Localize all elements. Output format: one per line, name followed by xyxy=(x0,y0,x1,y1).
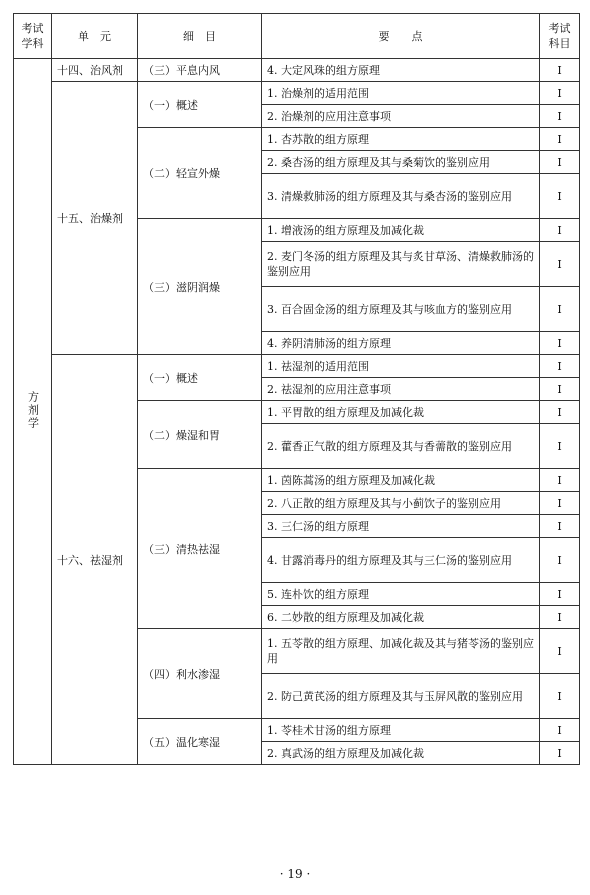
detail-cell: （三）清热祛湿 xyxy=(138,469,262,629)
level-cell: I xyxy=(540,492,580,515)
point-cell: 1. 五苓散的组方原理、加减化裁及其与猪苓汤的鉴别应用 xyxy=(262,629,540,674)
level-cell: I xyxy=(540,82,580,105)
unit-cell: 十六、祛湿剂 xyxy=(52,355,138,765)
level-cell: I xyxy=(540,151,580,174)
header-points: 要 点 xyxy=(262,14,540,59)
table-row xyxy=(14,82,580,105)
level-cell: I xyxy=(540,629,580,674)
point-cell: 1. 治燥剂的适用范围 xyxy=(262,82,540,105)
point-cell: 3. 百合固金汤的组方原理及其与咳血方的鉴别应用 xyxy=(262,287,540,332)
point-cell: 1. 茵陈蒿汤的组方原理及加减化裁 xyxy=(262,469,540,492)
level-cell: I xyxy=(540,242,580,287)
point-cell: 4. 甘露消毒丹的组方原理及其与三仁汤的鉴别应用 xyxy=(262,538,540,583)
level-cell: I xyxy=(540,424,580,469)
point-cell: 3. 三仁汤的组方原理 xyxy=(262,515,540,538)
unit-cell: 十五、治燥剂 xyxy=(52,82,138,355)
point-cell: 1. 苓桂术甘汤的组方原理 xyxy=(262,719,540,742)
point-cell: 2. 麦门冬汤的组方原理及其与炙甘草汤、清燥救肺汤的鉴别应用 xyxy=(262,242,540,287)
detail-cell: （五）温化寒湿 xyxy=(138,719,262,765)
detail-cell: （三）滋阴润燥 xyxy=(138,219,262,355)
level-cell: I xyxy=(540,355,580,378)
level-cell: I xyxy=(540,583,580,606)
level-cell: I xyxy=(540,219,580,242)
table-row xyxy=(14,59,580,82)
subject-label: 方剂学 xyxy=(26,390,40,430)
point-cell: 2. 桑杏汤的组方原理及其与桑菊饮的鉴别应用 xyxy=(262,151,540,174)
subject-cell xyxy=(14,59,52,765)
level-cell: I xyxy=(540,742,580,765)
header-subject: 考试学科 xyxy=(14,14,52,59)
level-cell: I xyxy=(540,332,580,355)
syllabus-table xyxy=(13,13,580,765)
header-row xyxy=(14,14,580,59)
detail-cell: （二）燥湿和胃 xyxy=(138,401,262,469)
level-cell: I xyxy=(540,469,580,492)
point-cell: 1. 增液汤的组方原理及加减化裁 xyxy=(262,219,540,242)
point-cell: 2. 八正散的组方原理及其与小蓟饮子的鉴别应用 xyxy=(262,492,540,515)
point-cell: 2. 治燥剂的应用注意事项 xyxy=(262,105,540,128)
level-cell: I xyxy=(540,105,580,128)
point-cell: 2. 藿香正气散的组方原理及其与香薷散的鉴别应用 xyxy=(262,424,540,469)
level-cell: I xyxy=(540,538,580,583)
level-cell: I xyxy=(540,401,580,424)
point-cell: 4. 大定风珠的组方原理 xyxy=(262,59,540,82)
header-unit: 单 元 xyxy=(52,14,138,59)
point-cell: 2. 祛湿剂的应用注意事项 xyxy=(262,378,540,401)
level-cell: I xyxy=(540,515,580,538)
level-cell: I xyxy=(540,719,580,742)
detail-cell: （四）利水渗湿 xyxy=(138,629,262,719)
level-cell: I xyxy=(540,674,580,719)
level-cell: I xyxy=(540,174,580,219)
point-cell: 2. 真武汤的组方原理及加减化裁 xyxy=(262,742,540,765)
detail-cell: （一）概述 xyxy=(138,355,262,401)
table-row xyxy=(14,355,580,378)
level-cell: I xyxy=(540,287,580,332)
level-cell: I xyxy=(540,128,580,151)
point-cell: 5. 连朴饮的组方原理 xyxy=(262,583,540,606)
header-detail: 细 目 xyxy=(138,14,262,59)
unit-cell: 十四、治风剂 xyxy=(52,59,138,82)
point-cell: 2. 防己黄芪汤的组方原理及其与玉屏风散的鉴别应用 xyxy=(262,674,540,719)
point-cell: 1. 杏苏散的组方原理 xyxy=(262,128,540,151)
detail-cell: （一）概述 xyxy=(138,82,262,128)
point-cell: 4. 养阴清肺汤的组方原理 xyxy=(262,332,540,355)
point-cell: 1. 祛湿剂的适用范围 xyxy=(262,355,540,378)
point-cell: 6. 二妙散的组方原理及加减化裁 xyxy=(262,606,540,629)
page-number: · 19 · xyxy=(279,867,311,881)
header-level: 考试科目 xyxy=(540,14,580,59)
detail-cell: （三）平息内风 xyxy=(138,59,262,82)
point-cell: 3. 清燥救肺汤的组方原理及其与桑杏汤的鉴别应用 xyxy=(262,174,540,219)
detail-cell: （二）轻宣外燥 xyxy=(138,128,262,219)
level-cell: I xyxy=(540,378,580,401)
level-cell: I xyxy=(540,59,580,82)
level-cell: I xyxy=(540,606,580,629)
point-cell: 1. 平胃散的组方原理及加减化裁 xyxy=(262,401,540,424)
table-body xyxy=(14,59,580,765)
